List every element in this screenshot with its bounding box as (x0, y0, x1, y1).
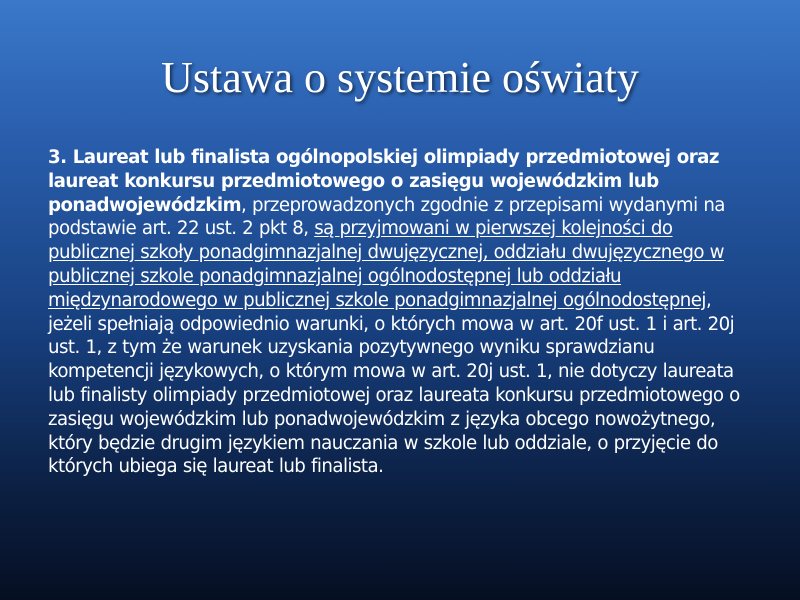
paragraph-text-part-2: , jeżeli spełniają odpowiednio warunki, o których mowa w art. 20f ust. 1 i art. 20j ust. 1, z tym że warunek uzyskania pozytywnego wyniku sprawdzianu kompetencji językowych, o którym mowa w art. 20j ust. 1, nie dotyczy laureata lub finalisty olimpiady przedmiotowej oraz laureata konkursu przedmiotowego o zasięgu wojewódzkim lub ponadwojewódzkim z języka obcego nowożytnego, który będzie drugim językiem nauczania w szkole lub oddziale, o przyjęcie do których ubiega się laureat lub finalista. (48, 289, 740, 478)
paragraph-text-part-1: , przeprowadzonych zgodnie z przepisami wydanymi na podstawie art. 22 ust. 2 pkt 8, (48, 194, 725, 240)
slide-title: Ustawa o systemie oświaty (161, 53, 639, 102)
paragraph-bold-part: 3. Laureat lub finalista ogólnopolskiej olimpiady przedmiotowej oraz laureat konkursu przedmiotowego o zasięgu wojewódzkim lub ponadwojewódzkim (48, 147, 719, 216)
paragraph-underlined-part: są przyjmowani w pierwszej kolejności do publicznej szkoły ponadgimnazjalnej dwujęzycznej, oddziału dwujęzycznego w publicznej szkole ponadgimnazjalnej ogólnodostępnej lub oddziału międzynarodowego w publicznej szkole ponadgimnazjalnej ogólnodostępnej (48, 218, 724, 311)
slide-paragraph (48, 146, 760, 479)
